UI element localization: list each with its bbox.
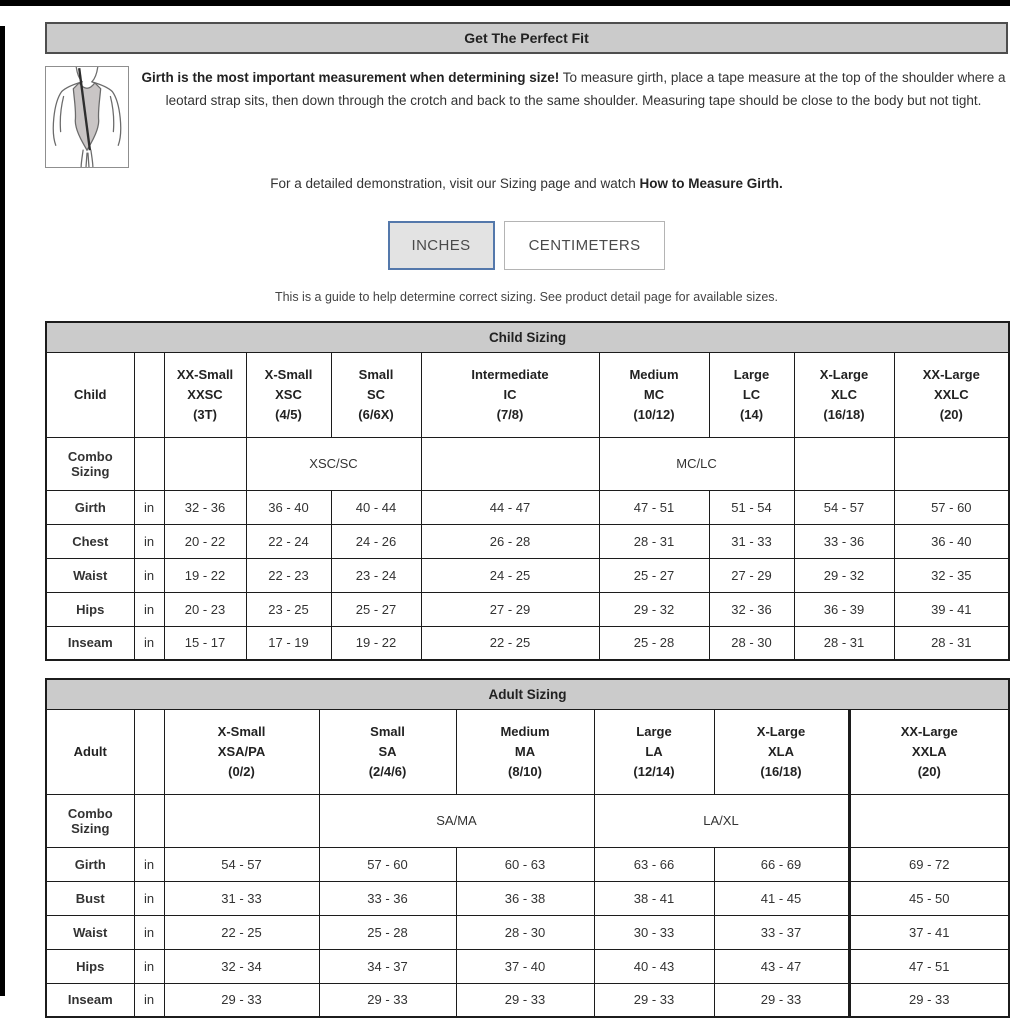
size-value-cell: 28 - 31 bbox=[894, 626, 1009, 660]
size-code: MA bbox=[514, 743, 536, 759]
size-range: (14) bbox=[739, 406, 764, 422]
size-value-cell: 25 - 28 bbox=[319, 915, 456, 949]
unit-cell: in bbox=[134, 592, 164, 626]
size-value-cell: 33 - 37 bbox=[714, 915, 849, 949]
size-value-cell: 27 - 29 bbox=[421, 592, 599, 626]
girth-instructions-rest: To measure girth, place a tape measure at the top of the shoulder where a leotard strap sits, then down through the crotch and back to the same shoulder. Measuring tape should be close to the body but not tight. bbox=[165, 70, 1006, 108]
size-value-cell: 29 - 33 bbox=[714, 983, 849, 1017]
size-range: (20) bbox=[939, 406, 963, 422]
unit-cell: in bbox=[134, 881, 164, 915]
size-code: XSC bbox=[275, 386, 302, 402]
size-code: SA bbox=[378, 743, 397, 759]
combo-sizing-label: Combo Sizing bbox=[46, 437, 134, 490]
size-code: LA bbox=[645, 743, 663, 759]
table-row bbox=[46, 524, 1009, 558]
size-range: (3T) bbox=[193, 406, 217, 422]
unit-column-header bbox=[134, 352, 164, 437]
girth-instructions-bold: Girth is the most important measurement when determining size! bbox=[141, 70, 560, 85]
size-value-cell: 36 - 39 bbox=[794, 592, 894, 626]
row-label: Girth bbox=[46, 847, 134, 881]
size-name: XX-Large bbox=[900, 723, 958, 739]
size-name: X-Large bbox=[756, 723, 806, 739]
size-value-cell: 29 - 33 bbox=[456, 983, 594, 1017]
size-value-cell: 37 - 41 bbox=[849, 915, 1009, 949]
size-name: Large bbox=[733, 366, 770, 382]
size-range: (16/18) bbox=[760, 763, 802, 779]
size-value-cell: 29 - 32 bbox=[794, 558, 894, 592]
size-code: XLC bbox=[831, 386, 857, 402]
table-row bbox=[46, 881, 1009, 915]
size-code: XSA/PA bbox=[217, 743, 266, 759]
size-value-cell: 19 - 22 bbox=[331, 626, 421, 660]
size-name: Intermediate bbox=[471, 366, 549, 382]
col-header-xla bbox=[714, 709, 849, 794]
unit-cell: in bbox=[134, 949, 164, 983]
size-code: XXLC bbox=[933, 386, 969, 402]
size-range: (20) bbox=[917, 763, 941, 779]
table-row bbox=[46, 626, 1009, 660]
size-range: (8/10) bbox=[508, 763, 542, 779]
size-range: (12/14) bbox=[633, 763, 675, 779]
size-value-cell: 54 - 57 bbox=[164, 847, 319, 881]
empty-cell bbox=[134, 437, 164, 490]
size-value-cell: 69 - 72 bbox=[849, 847, 1009, 881]
col-header-mc bbox=[599, 352, 709, 437]
size-value-cell: 51 - 54 bbox=[709, 490, 794, 524]
child-sizing-table bbox=[45, 321, 1010, 661]
size-value-cell: 28 - 30 bbox=[456, 915, 594, 949]
size-value-cell: 25 - 27 bbox=[599, 558, 709, 592]
how-to-measure-girth-text: How to Measure Girth. bbox=[639, 176, 783, 191]
size-value-cell: 47 - 51 bbox=[599, 490, 709, 524]
girth-intro-section bbox=[45, 66, 1008, 168]
size-name: Medium bbox=[629, 366, 679, 382]
table-row bbox=[46, 915, 1009, 949]
row-label: Hips bbox=[46, 592, 134, 626]
col-header-la bbox=[594, 709, 714, 794]
size-value-cell: 30 - 33 bbox=[594, 915, 714, 949]
unit-cell: in bbox=[134, 915, 164, 949]
size-name: Small bbox=[358, 366, 394, 382]
combo-value-la-xl: LA/XL bbox=[594, 794, 849, 847]
size-value-cell: 54 - 57 bbox=[794, 490, 894, 524]
girth-instructions bbox=[139, 66, 1008, 168]
size-name: X-Small bbox=[217, 723, 266, 739]
size-value-cell: 41 - 45 bbox=[714, 881, 849, 915]
size-value-cell: 37 - 40 bbox=[456, 949, 594, 983]
col-header-xxsc bbox=[164, 352, 246, 437]
size-value-cell: 29 - 33 bbox=[849, 983, 1009, 1017]
size-value-cell: 26 - 28 bbox=[421, 524, 599, 558]
row-label: Waist bbox=[46, 558, 134, 592]
col-header-ma bbox=[456, 709, 594, 794]
combo-sizing-label: Combo Sizing bbox=[46, 794, 134, 847]
size-value-cell: 31 - 33 bbox=[709, 524, 794, 558]
size-value-cell: 33 - 36 bbox=[794, 524, 894, 558]
child-table-title: Child Sizing bbox=[46, 322, 1009, 352]
table-row bbox=[46, 983, 1009, 1017]
combo-value-sa-ma: SA/MA bbox=[319, 794, 594, 847]
child-corner-label: Child bbox=[46, 352, 134, 437]
size-value-cell: 36 - 38 bbox=[456, 881, 594, 915]
size-value-cell: 63 - 66 bbox=[594, 847, 714, 881]
size-range: (10/12) bbox=[633, 406, 675, 422]
size-value-cell: 32 - 35 bbox=[894, 558, 1009, 592]
girth-measurement-diagram bbox=[45, 66, 129, 168]
row-label: Inseam bbox=[46, 983, 134, 1017]
row-label: Hips bbox=[46, 949, 134, 983]
col-header-sc bbox=[331, 352, 421, 437]
size-value-cell: 29 - 33 bbox=[164, 983, 319, 1017]
size-name: Small bbox=[370, 723, 405, 739]
size-value-cell: 27 - 29 bbox=[709, 558, 794, 592]
size-name: XX-Large bbox=[922, 366, 980, 382]
table-row bbox=[46, 558, 1009, 592]
col-header-ic bbox=[421, 352, 599, 437]
size-value-cell: 45 - 50 bbox=[849, 881, 1009, 915]
empty-cell bbox=[421, 437, 599, 490]
centimeters-button[interactable]: CENTIMETERS bbox=[504, 221, 666, 270]
col-header-xxla bbox=[849, 709, 1009, 794]
empty-cell bbox=[164, 794, 319, 847]
size-value-cell: 39 - 41 bbox=[894, 592, 1009, 626]
size-value-cell: 20 - 23 bbox=[164, 592, 246, 626]
size-code: LC bbox=[742, 386, 761, 402]
inches-button[interactable]: INCHES bbox=[388, 221, 495, 270]
unit-cell: in bbox=[134, 847, 164, 881]
row-label: Waist bbox=[46, 915, 134, 949]
col-header-sa bbox=[319, 709, 456, 794]
size-value-cell: 28 - 31 bbox=[599, 524, 709, 558]
empty-cell bbox=[164, 437, 246, 490]
table-row bbox=[46, 490, 1009, 524]
col-header-lc bbox=[709, 352, 794, 437]
row-label: Chest bbox=[46, 524, 134, 558]
size-name: X-Large bbox=[819, 366, 869, 382]
empty-cell bbox=[134, 794, 164, 847]
size-range: (0/2) bbox=[228, 763, 255, 779]
col-header-xsc bbox=[246, 352, 331, 437]
size-code: XXSC bbox=[187, 386, 223, 402]
size-value-cell: 24 - 25 bbox=[421, 558, 599, 592]
size-name: XX-Small bbox=[176, 366, 234, 382]
size-name: Large bbox=[636, 723, 672, 739]
size-value-cell: 22 - 25 bbox=[164, 915, 319, 949]
size-value-cell: 40 - 44 bbox=[331, 490, 421, 524]
size-value-cell: 66 - 69 bbox=[714, 847, 849, 881]
size-value-cell: 57 - 60 bbox=[894, 490, 1009, 524]
unit-cell: in bbox=[134, 524, 164, 558]
size-range: (4/5) bbox=[275, 406, 302, 422]
size-range: (2/4/6) bbox=[368, 763, 407, 779]
size-value-cell: 22 - 25 bbox=[421, 626, 599, 660]
col-header-xlc bbox=[794, 352, 894, 437]
size-value-cell: 24 - 26 bbox=[331, 524, 421, 558]
empty-cell bbox=[794, 437, 894, 490]
size-value-cell: 29 - 33 bbox=[319, 983, 456, 1017]
size-range: (7/8) bbox=[496, 406, 524, 422]
size-value-cell: 29 - 33 bbox=[594, 983, 714, 1017]
window-top-edge bbox=[0, 0, 1010, 6]
size-value-cell: 19 - 22 bbox=[164, 558, 246, 592]
unit-column-header bbox=[134, 709, 164, 794]
size-value-cell: 15 - 17 bbox=[164, 626, 246, 660]
size-value-cell: 23 - 25 bbox=[246, 592, 331, 626]
size-value-cell: 32 - 36 bbox=[164, 490, 246, 524]
size-value-cell: 23 - 24 bbox=[331, 558, 421, 592]
size-value-cell: 22 - 23 bbox=[246, 558, 331, 592]
size-value-cell: 28 - 30 bbox=[709, 626, 794, 660]
unit-cell: in bbox=[134, 490, 164, 524]
adult-corner-label: Adult bbox=[46, 709, 134, 794]
combo-value-mc-lc: MC/LC bbox=[599, 437, 794, 490]
size-code: IC bbox=[503, 386, 517, 402]
row-label: Girth bbox=[46, 490, 134, 524]
size-value-cell: 25 - 27 bbox=[331, 592, 421, 626]
size-value-cell: 36 - 40 bbox=[246, 490, 331, 524]
size-value-cell: 43 - 47 bbox=[714, 949, 849, 983]
demo-line bbox=[45, 176, 1008, 191]
size-code: XXLA bbox=[911, 743, 947, 759]
size-value-cell: 36 - 40 bbox=[894, 524, 1009, 558]
size-value-cell: 28 - 31 bbox=[794, 626, 894, 660]
size-range: (6/6X) bbox=[358, 406, 394, 422]
demo-prefix: For a detailed demonstration, visit our Sizing page and watch bbox=[270, 176, 640, 191]
row-label: Inseam bbox=[46, 626, 134, 660]
size-value-cell: 31 - 33 bbox=[164, 881, 319, 915]
table-row bbox=[46, 949, 1009, 983]
col-header-xxlc bbox=[894, 352, 1009, 437]
size-value-cell: 17 - 19 bbox=[246, 626, 331, 660]
empty-cell bbox=[894, 437, 1009, 490]
size-range: (16/18) bbox=[823, 406, 865, 422]
leotard-figure-icon bbox=[46, 67, 128, 167]
size-value-cell: 33 - 36 bbox=[319, 881, 456, 915]
unit-toggle bbox=[45, 221, 1008, 270]
size-name: Medium bbox=[500, 723, 550, 739]
size-code: SC bbox=[366, 386, 386, 402]
page-title: Get The Perfect Fit bbox=[45, 22, 1008, 54]
size-value-cell: 32 - 34 bbox=[164, 949, 319, 983]
sizing-note: This is a guide to help determine correct sizing. See product detail page for available sizes. bbox=[274, 290, 779, 304]
size-name: X-Small bbox=[264, 366, 313, 382]
sizing-guide-page bbox=[45, 22, 1008, 1018]
empty-cell bbox=[849, 794, 1009, 847]
size-value-cell: 34 - 37 bbox=[319, 949, 456, 983]
table-row bbox=[46, 847, 1009, 881]
adult-table-title: Adult Sizing bbox=[46, 679, 1009, 709]
size-value-cell: 40 - 43 bbox=[594, 949, 714, 983]
col-header-xsa bbox=[164, 709, 319, 794]
size-code: XLA bbox=[768, 743, 794, 759]
unit-cell: in bbox=[134, 626, 164, 660]
size-value-cell: 32 - 36 bbox=[709, 592, 794, 626]
size-value-cell: 25 - 28 bbox=[599, 626, 709, 660]
size-value-cell: 57 - 60 bbox=[319, 847, 456, 881]
adult-sizing-table bbox=[45, 678, 1010, 1018]
table-row bbox=[46, 592, 1009, 626]
size-value-cell: 20 - 22 bbox=[164, 524, 246, 558]
size-code: MC bbox=[643, 386, 665, 402]
window-left-edge bbox=[0, 26, 5, 996]
size-value-cell: 38 - 41 bbox=[594, 881, 714, 915]
combo-value-xsc-sc: XSC/SC bbox=[246, 437, 421, 490]
unit-cell: in bbox=[134, 558, 164, 592]
size-value-cell: 22 - 24 bbox=[246, 524, 331, 558]
size-value-cell: 47 - 51 bbox=[849, 949, 1009, 983]
size-value-cell: 60 - 63 bbox=[456, 847, 594, 881]
row-label: Bust bbox=[46, 881, 134, 915]
size-value-cell: 44 - 47 bbox=[421, 490, 599, 524]
unit-cell: in bbox=[134, 983, 164, 1017]
size-value-cell: 29 - 32 bbox=[599, 592, 709, 626]
